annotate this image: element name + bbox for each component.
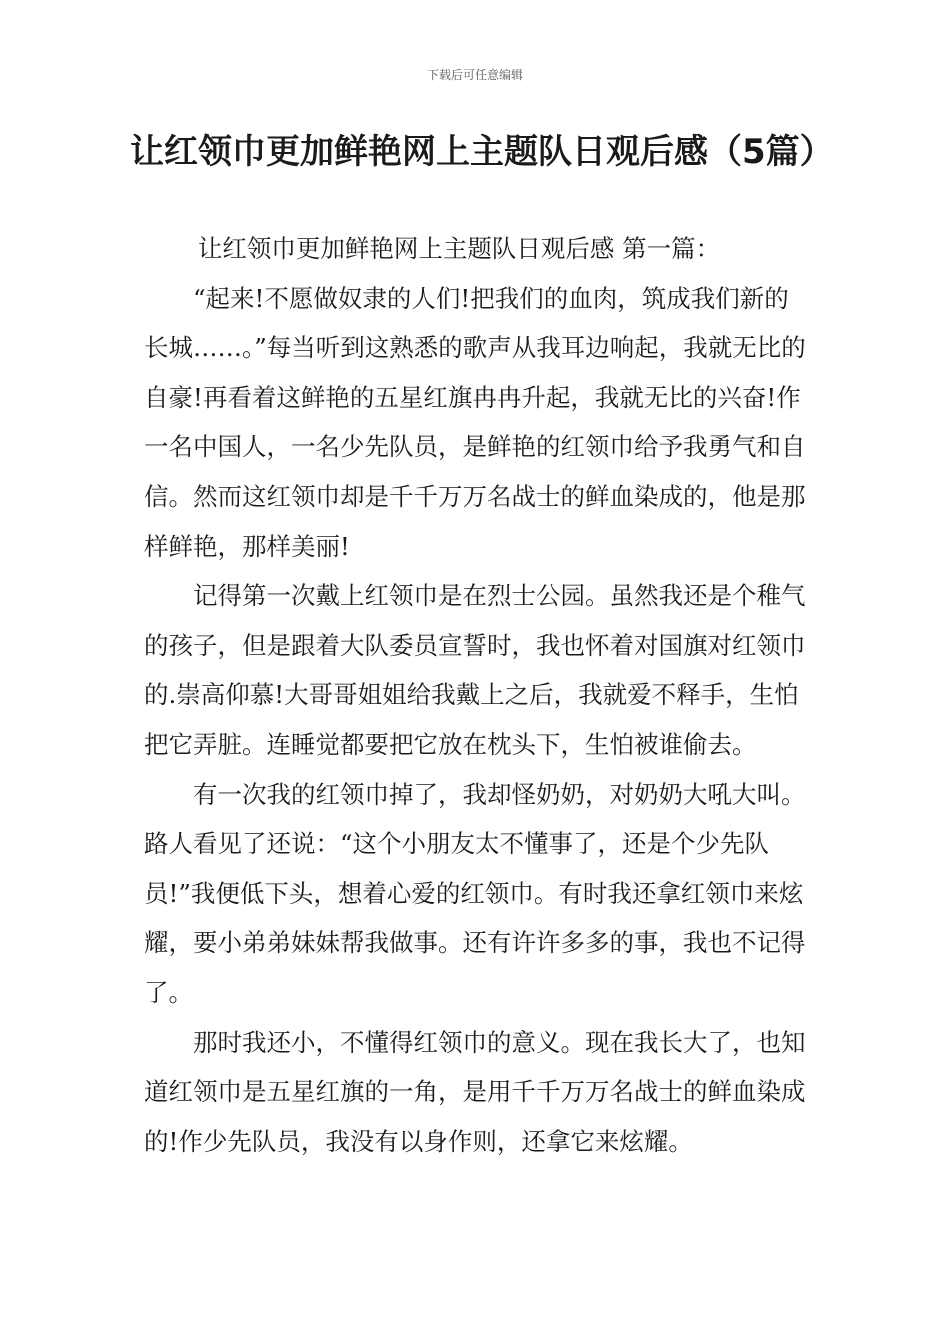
paragraph-4: 那时我还小，不懂得红领巾的意义。现在我长大了，也知道红领巾是五星红旗的一角，是用千千万万名战士的鲜血染成的!作少先队员，我没有以身作则，还拿它来炫耀。	[144, 1027, 806, 1156]
paragraph-1: “起来!不愿做奴隶的人们!把我们的血肉，筑成我们新的长城……。”每当听到这熟悉的歌声从我耳边响起，我就无比的自豪!再看着这鲜艳的五星红旗冉冉升起，我就无比的兴奋!作一名中国人，一名少先队员，是鲜艳的红领巾给予我勇气和自信。然而这红领巾却是千千万万名战士的鲜血染成的，他是那样鲜艳，那样美丽!	[144, 283, 806, 561]
document-body	[144, 224, 808, 1166]
section-subheading: 让红领巾更加鲜艳网上主题队日观后感 第一篇：	[197, 234, 721, 263]
download-note: 下载后可任意编辑	[426, 68, 523, 82]
paragraph-3: 有一次我的红领巾掉了，我却怪奶奶，对奶奶大吼大叫。路人看见了还说：“这个小朋友太不懂事了，还是个少先队员!”我便低下头，想着心爱的红领巾。有时我还拿红领巾来炫耀，要小弟弟妹妹帮我做事。还有许许多多的事，我也不记得了。	[144, 779, 806, 1007]
document-title: 让红领巾更加鲜艳网上主题队日观后感（5篇）	[130, 132, 834, 172]
paragraph-2: 记得第一次戴上红领巾是在烈士公园。虽然我还是个稚气的孩子，但是跟着大队委员宣誓时，我也怀着对国旗对红领巾的.崇高仰慕!大哥哥姐姐给我戴上之后，我就爱不释手，生怕把它弄脏。连睡觉都要把它放在枕头下，生怕被谁偷去。	[144, 581, 806, 759]
